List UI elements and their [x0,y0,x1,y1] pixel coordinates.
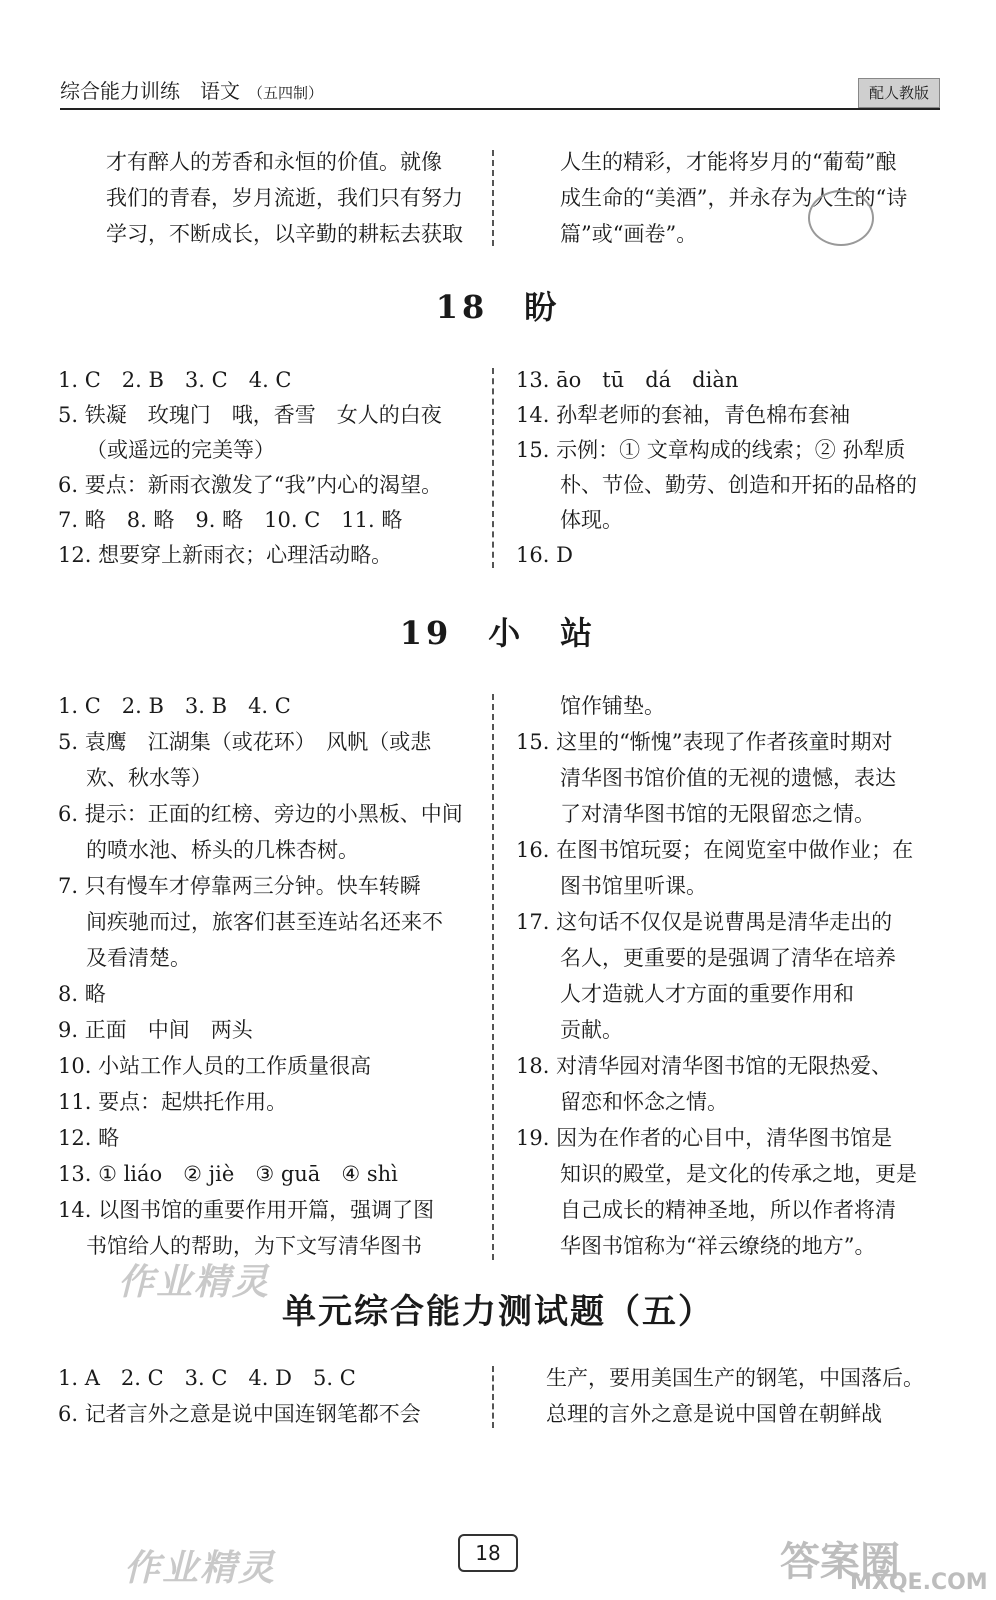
answer-line: 13. āo tū dá diàn [516,368,739,392]
answer-line: 9. 正面 中间 两头 [58,1018,253,1042]
stamp-seal [808,190,874,246]
column-divider [492,368,494,568]
answer-line: 留恋和怀念之情。 [560,1090,728,1114]
section-title: 19 小 站 [399,614,597,652]
answer-line: 14. 以图书馆的重要作用开篇，强调了图 [58,1198,435,1222]
text-line: 我们的青春，岁月流逝，我们只有努力 [106,186,463,210]
answer-line: 19. 因为在作者的心目中，清华图书馆是 [516,1126,893,1150]
answer-line: 5. 铁凝 玫瑰门 哦，香雪 女人的白夜 [58,403,442,427]
answer-line: 10. 小站工作人员的工作质量很高 [58,1054,372,1078]
answer-line: 知识的殿堂，是文化的传承之地，更是 [560,1162,917,1186]
section-title: 单元综合能力测试题（五） [282,1292,714,1332]
answer-line: 人才造就人才方面的重要作用和 [560,982,854,1006]
section-title: 18 盼 [435,288,561,326]
answer-line: 自己成长的精神圣地，所以作者将清 [560,1198,896,1222]
answer-line: 14. 孙犁老师的套袖，青色棉布套袖 [516,403,851,427]
book-subtitle: （五四制） [248,84,324,102]
answer-line: 馆作铺垫。 [560,694,665,718]
answer-line: 7. 只有慢车才停靠两三分钟。快车转瞬 [58,874,421,898]
edition-badge: 配人教版 [858,78,940,108]
answer-line: 了对清华图书馆的无限留恋之情。 [560,802,875,826]
answer-line: 16. D [516,543,573,567]
text-line: 学习，不断成长，以辛勤的耕耘去获取 [106,222,463,246]
book-title: 综合能力训练 语文 （五四制） [60,79,324,103]
answer-line: 16. 在图书馆玩耍；在阅览室中做作业；在 [516,838,914,862]
answer-line: 6. 要点：新雨衣激发了“我”内心的渴望。 [58,473,443,497]
answer-line: 间疾驰而过，旅客们甚至连站名还来不 [86,910,443,934]
page-header [60,74,940,110]
answer-line: 名人，更重要的是强调了清华在培养 [560,946,896,970]
answer-line: 6. 提示：正面的红榜、旁边的小黑板、中间 [58,802,463,826]
answer-line: 15. 示例：① 文章构成的线索；② 孙犁质 [516,438,906,462]
answer-line: 15. 这里的“惭愧”表现了作者孩童时期对 [516,730,893,754]
answer-line: 13. ① liáo ② jiè ③ guā ④ shì [58,1162,398,1186]
answer-line: 1. A 2. C 3. C 4. D 5. C [58,1366,356,1390]
answer-line: （或遥远的完美等） [86,438,275,462]
answer-line: 朴、节俭、勤劳、创造和开拓的品格的 [560,473,917,497]
answer-line: 1. C 2. B 3. B 4. C [58,694,291,718]
answer-line: 18. 对清华园对清华图书馆的无限热爱、 [516,1054,893,1078]
answer-line: 欢、秋水等） [86,766,212,790]
watermark-url: MXQE.COM [850,1570,988,1595]
text-line: 成生命的“美酒”，并永存为人生的“诗 [560,186,908,210]
answer-line: 清华图书馆价值的无视的遗憾，表达 [560,766,896,790]
answer-line: 体现。 [560,508,623,532]
text-line: 篇”或“画卷”。 [560,222,698,246]
column-divider [492,1366,494,1428]
answer-line: 6. 记者言外之意是说中国连钢笔都不会 [58,1402,421,1426]
answer-line: 贡献。 [560,1018,623,1042]
watermark-text: 作业精灵 [124,1547,277,1589]
answer-line: 5. 袁鹰 江湖集（或花环） 风帆（或悲 [58,730,432,754]
answer-line: 的喷水池、桥头的几株杏树。 [86,838,359,862]
answer-line: 及看清楚。 [86,946,191,970]
answer-line: 生产，要用美国生产的钢笔，中国落后。 [546,1366,924,1390]
answer-line: 8. 略 [58,982,106,1006]
watermark-text: 作业精灵 [118,1261,271,1303]
answer-line: 7. 略 8. 略 9. 略 10. C 11. 略 [58,508,403,532]
answer-line: 12. 想要穿上新雨衣；心理活动略。 [58,543,393,567]
answer-line: 书馆给人的帮助，为下文写清华图书 [86,1234,422,1258]
column-divider [492,150,494,246]
answer-line: 1. C 2. B 3. C 4. C [58,368,292,392]
page-number: 18 [458,1534,518,1572]
answer-line: 总理的言外之意是说中国曾在朝鲜战 [546,1402,882,1426]
answer-line: 图书馆里听课。 [560,874,707,898]
text-line: 人生的精彩，才能将岁月的“葡萄”酿 [560,150,897,174]
column-divider [492,694,494,1260]
answer-line: 17. 这句话不仅仅是说曹禺是清华走出的 [516,910,893,934]
answer-line: 12. 略 [58,1126,120,1150]
text-line: 才有醉人的芳香和永恒的价值。就像 [106,150,442,174]
watermark-logo: 答案圈 [780,1538,900,1585]
answer-line: 11. 要点：起烘托作用。 [58,1090,288,1114]
answer-line: 华图书馆称为“祥云缭绕的地方”。 [560,1234,876,1258]
